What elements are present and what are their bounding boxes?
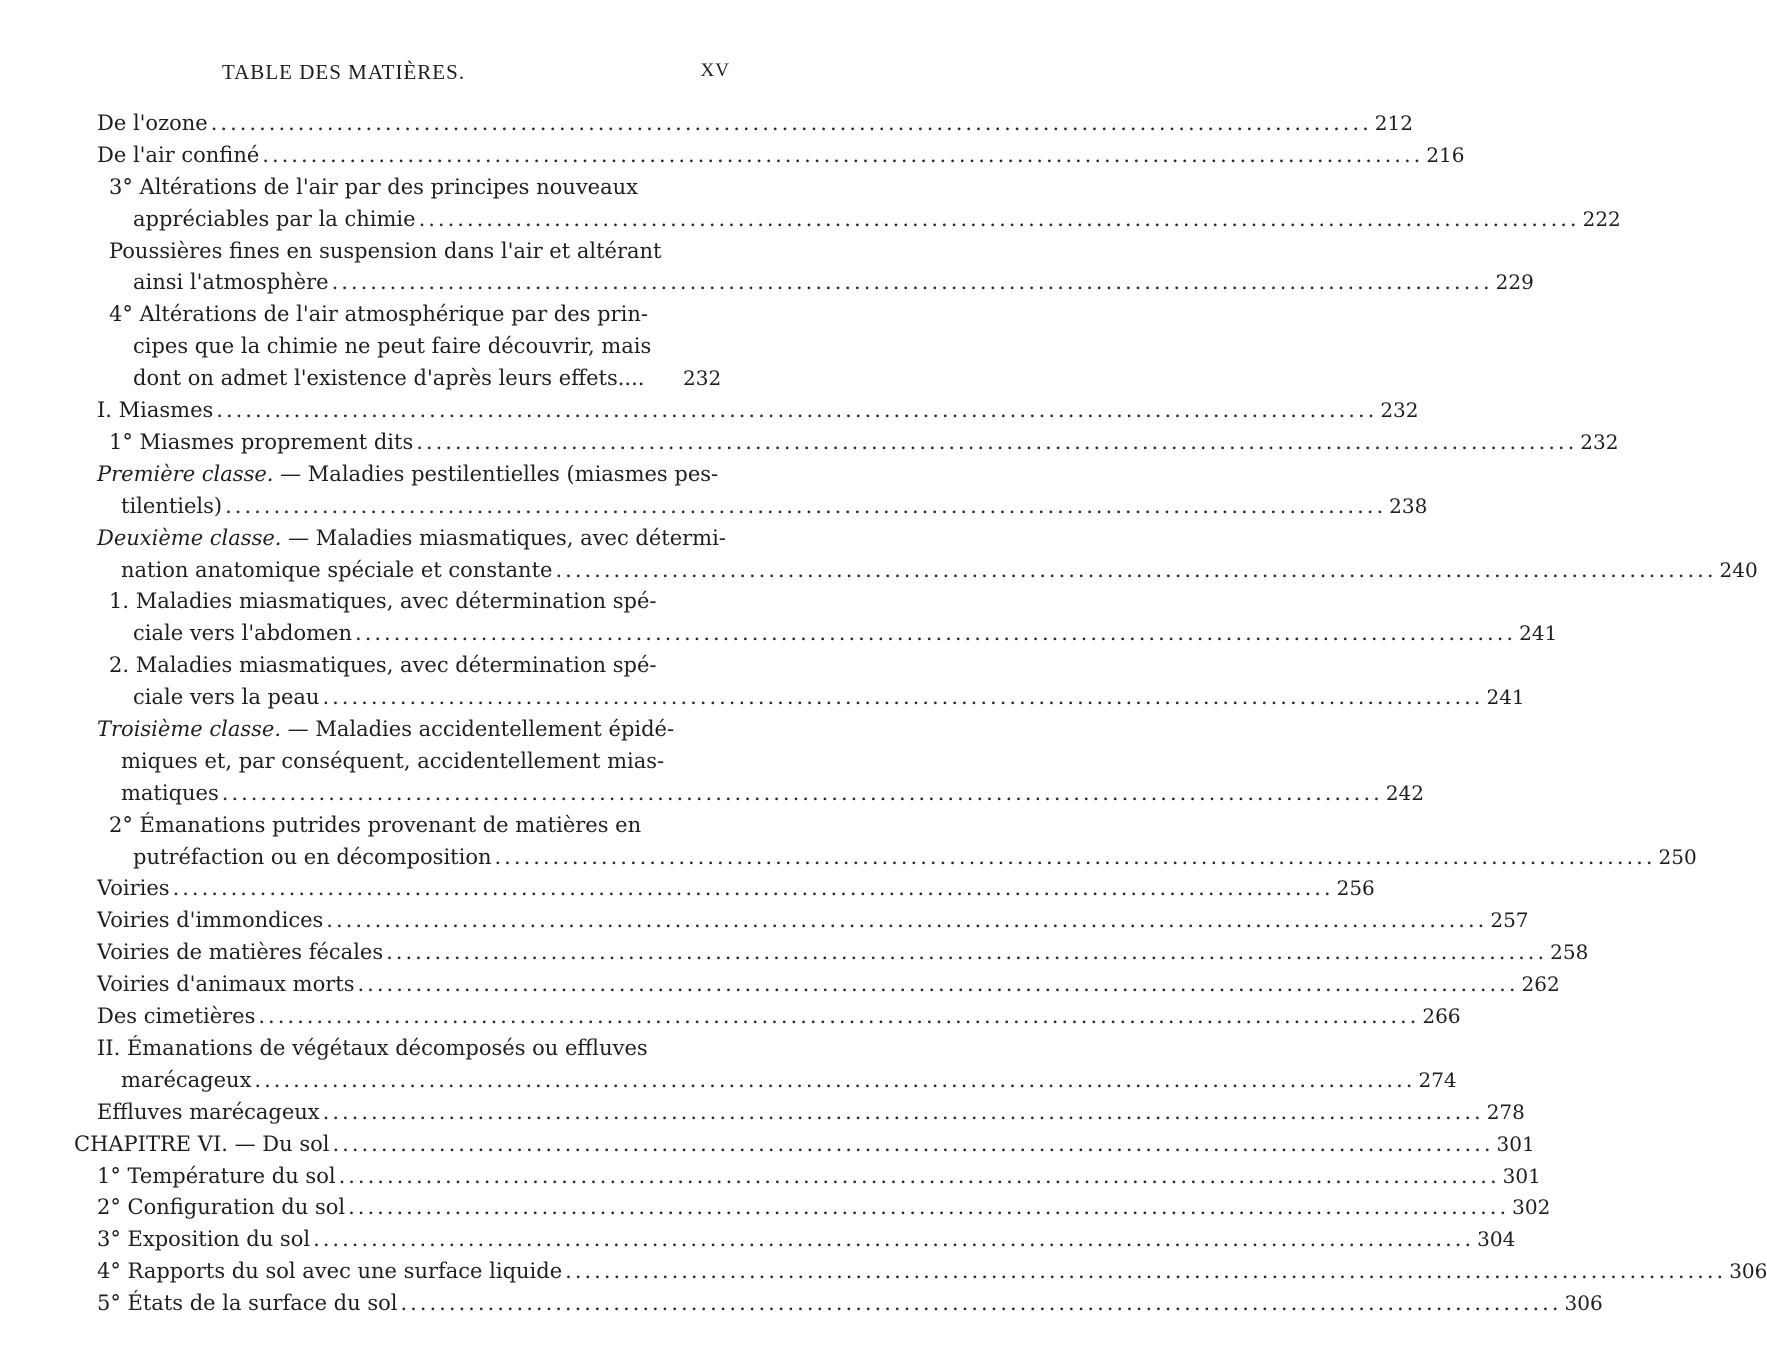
entry-text: nation anatomique spéciale et constante [121,557,553,582]
class-label: Première classe. [97,461,274,486]
entry-page: 232 [1580,429,1619,454]
entry-page: 306 [1729,1259,1767,1284]
entry-text: Effluves marécageux [97,1099,320,1124]
leader-dots [216,395,1377,427]
toc-entry-heading [97,459,718,491]
entry-text: ciale vers l'abdomen [133,621,353,646]
leader-dots [332,267,1493,299]
entry-page: 241 [1486,685,1525,710]
entry-page: 241 [1519,621,1558,646]
entry-text: 5° États de la surface du sol [97,1291,398,1316]
entry-text: 2° Configuration du sol [97,1195,346,1220]
entry-text: tilentiels) [121,493,223,518]
entry-text: Voiries d'immondices [97,908,324,933]
leader-dots [222,778,1383,810]
entry-page: 229 [1495,270,1534,295]
entry-page: 301 [1502,1163,1541,1188]
entry-page: 304 [1477,1227,1516,1252]
class-label: Deuxième classe. [97,525,282,550]
entry-page: 274 [1418,1067,1457,1092]
entry-page: 266 [1422,1004,1461,1029]
toc-entry [97,1161,1541,1193]
entry-text: 4° Rapports du sol avec une surface liquide [97,1259,563,1284]
leader-dots [323,1097,1484,1129]
leader-dots [416,427,1577,459]
entry-text: 1° Température du sol [97,1163,336,1188]
header-page-number: XV [700,60,730,81]
toc-entry [97,1256,1767,1288]
toc-entry [133,267,1534,299]
entry-text: 3° Altérations de l'air par des principes nouveaux [109,174,638,199]
entry-page: 258 [1550,940,1589,965]
toc-entry [121,778,1424,810]
entry-page: 302 [1512,1195,1551,1220]
leader-dots [355,618,1516,650]
entry-page: 232 [683,366,722,391]
leader-dots [348,1192,1509,1224]
entry-text: appréciables par la chimie [133,206,416,231]
entry-text: Voiries de matières fécales [97,940,384,965]
toc-entry [97,1288,1603,1320]
entry-text: 4° Altérations de l'air atmosphérique par des prin- [109,302,648,327]
leader-dots [495,842,1656,874]
entry-text: putréfaction ou en décomposition [133,844,492,869]
toc-entry [97,873,1375,905]
toc-entry [97,1097,1525,1129]
leader-dots [386,937,1547,969]
entry-text: Poussières fines en suspension dans l'air et altérant [109,238,662,263]
entry-text: 2. Maladies miasmatiques, avec détermination spé- [109,653,657,678]
entry-text: dont on admet l'existence d'après leurs effets.... [133,366,645,391]
entry-text: Voiries d'animaux morts [97,972,355,997]
leader-dots [339,1161,1500,1193]
toc-entry [97,969,1560,1001]
toc-entry [97,937,1589,969]
entry-page: 256 [1336,876,1375,901]
entry-text: miques et, par conséquent, accidentellement mias- [121,748,665,773]
entry-text: 1° Miasmes proprement dits [109,429,414,454]
leader-dots [419,204,1580,236]
entry-text: I. Miasmes [97,398,214,423]
leader-dots [313,1224,1474,1256]
class-label: Troisième classe. [97,717,281,741]
toc-entry [97,395,1419,427]
entry-text: — Maladies accidentellement épidé- [281,717,675,741]
leader-dots [262,140,1423,172]
entry-page: 238 [1389,493,1428,518]
entry-text: matiques [121,780,219,805]
toc-entry [121,555,1758,587]
entry-text: Des cimetières [97,1004,256,1029]
leader-dots [400,1288,1561,1320]
toc-entry [74,1129,1535,1161]
toc-entry [97,140,1465,172]
toc-entry [133,204,1621,236]
toc-entry-heading [97,714,674,746]
toc-entry [97,1224,1516,1256]
entry-text: ciale vers la peau [133,685,320,710]
toc-entry [97,1001,1461,1033]
toc-entry [121,1065,1457,1097]
entry-page: 278 [1486,1099,1525,1124]
toc-entry [97,1192,1551,1224]
leader-dots [258,1001,1419,1033]
entry-text: — Maladies miasmatiques, avec détermi- [281,525,726,550]
entry-text: — Maladies pestilentielles (miasmes pes- [273,461,719,486]
toc-entry [97,108,1413,140]
leader-dots [211,108,1372,140]
entry-text: De l'air confiné [97,142,260,167]
leader-dots [322,682,1483,714]
entry-page: 250 [1658,844,1697,869]
toc-entry [133,618,1558,650]
leader-dots [332,1129,1493,1161]
leader-dots [326,905,1487,937]
leader-dots [565,1256,1726,1288]
entry-text: CHAPITRE VI. — Du sol [74,1131,330,1156]
toc-entry-heading [97,523,726,555]
entry-page: 306 [1564,1291,1603,1316]
toc-entry [121,491,1428,523]
toc-entry [133,842,1697,874]
entry-page: 257 [1490,908,1529,933]
toc-entry [109,427,1619,459]
entry-text: 2° Émanations putrides provenant de matières en [109,812,642,837]
entry-text: II. Émanations de végétaux décomposés ou effluves [97,1035,648,1060]
running-header [210,60,730,88]
toc-entry [97,905,1529,937]
entry-text: Voiries [97,876,170,901]
entry-text: ainsi l'atmosphère [133,270,329,295]
leader-dots [173,873,1334,905]
entry-page: 262 [1521,972,1560,997]
entry-text: De l'ozone [97,111,208,135]
entry-text: 1. Maladies miasmatiques, avec détermination spé- [109,589,657,614]
leader-dots [225,491,1386,523]
entry-text: cipes que la chimie ne peut faire découvrir, mais [133,334,652,359]
entry-text: 3° Exposition du sol [97,1227,311,1252]
entry-page: 240 [1719,557,1758,582]
leader-dots [358,969,1519,1001]
entry-page: 216 [1426,142,1465,167]
entry-page: 232 [1380,398,1419,423]
header-title: TABLE DES MATIÈRES. [222,60,466,84]
entry-page: 222 [1582,206,1621,231]
leader-dots [254,1065,1415,1097]
entry-text: marécageux [121,1067,252,1092]
toc-entry [133,682,1525,714]
leader-dots [555,555,1716,587]
entry-page: 212 [1374,111,1413,135]
entry-page: 301 [1496,1131,1535,1156]
entry-page: 242 [1385,780,1424,805]
toc-entry [133,363,722,395]
